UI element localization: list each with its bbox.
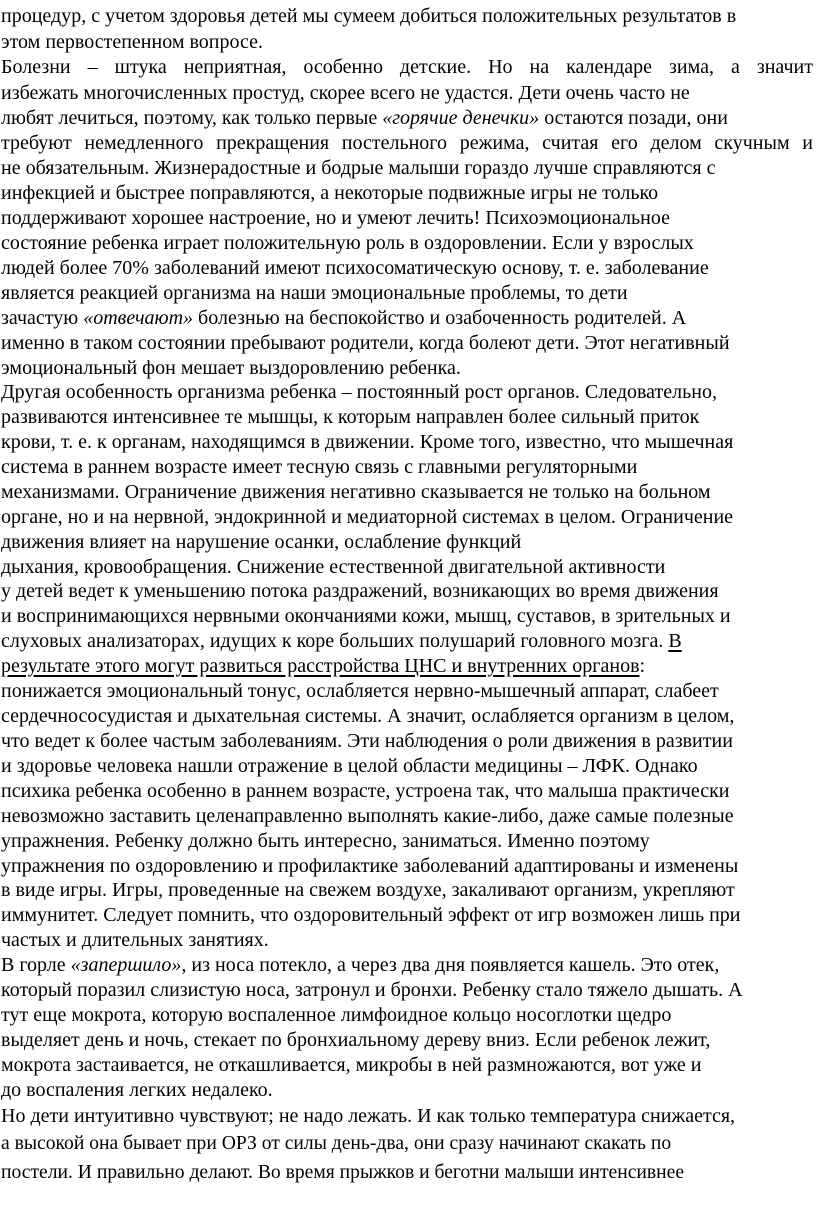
text-run: что ведет к более частым заболеваниям. Эти наблюдения о роли движения в развитии [1,730,733,752]
text-run: упражнения. Ребенку должно быть интересно, заниматься. Именно поэтому [1,830,650,852]
text-line [1,803,734,829]
text-line [1,1103,735,1129]
text-line [1,877,735,903]
text-line [1,653,645,679]
underlined-text: В [668,630,682,652]
text-run: органе, но и на нервной, эндокринной и медиаторной системах в целом. Ограничение [1,506,734,528]
text-run: и воспринимающихся нервными окончаниями кожи, мышц, суставов, в зрительных и [1,605,731,627]
text-run: понижается эмоциональный тонус, ослабляется нервно-мышечный аппарат, слабеет [1,680,719,702]
text-run: упражнения по оздоровлению и профилактике заболеваний адаптированы и изменены [1,855,739,877]
text-run: иммунитет. Следует помнить, что оздоровительный эффект от игр возможен лишь при [1,904,741,926]
text-line [1,1027,710,1053]
text-run: именно в таком состоянии пребывают родители, когда болеют дети. Этот негативный [1,332,730,354]
text-line [1,678,719,704]
text-line [1,230,694,256]
text-run: который поразил слизистую носа, затронул и бронхи. Ребенку стало тяжело дышать. А [1,979,743,1001]
text-run: механизмами. Ограничение движения негативно сказывается не только на больном [1,481,711,503]
text-line [1,330,730,356]
text-run: инфекцией и быстрее поправляются, а некоторые подвижные игры не только [1,182,659,204]
text-run: крови, т. е. к органам, находящимся в движении. Кроме того, известно, что мышечная [1,431,734,453]
text-run: , из носа потекло, а через два дня появляется кашель. Это отек, [181,954,720,976]
text-line [1,130,813,156]
text-run: частых и длительных занятиях. [1,929,269,951]
text-line [1,578,719,604]
text-line [1,853,738,879]
text-run: психика ребенка особенно в раннем возрасте, устроена так, что малыша практически [1,780,730,802]
text-run: состояние ребенка играет положительную роль в оздоровлении. Если у взрослых [1,232,694,254]
text-run: зачастую [1,307,84,329]
text-run: остаются позади, они [539,107,728,129]
text-line [1,479,711,505]
text-line [1,529,521,555]
text-run: Но дети интуитивно чувствуют; не надо лежать. И как только температура снижается, [1,1105,736,1127]
text-run: является реакцией организма на наши эмоциональные проблемы, то дети [1,282,628,304]
text-run: невозможно заставить целенаправленно выполнять какие-либо, даже самые полезные [1,805,734,827]
text-line [1,828,650,854]
text-run: Болезни – штука неприятная, особенно детские. Но на календаре зима, а значит [1,56,813,78]
text-line [1,454,637,480]
text-line [1,504,733,530]
text-run: дыхания, кровообращения. Снижение естественной двигательной активности [1,556,666,578]
text-line [1,280,628,306]
text-run: Другая особенность организма ребенка – постоянный рост органов. Следовательно, [1,381,717,403]
text-run: требуют немедленного прекращения постельного режима, считая его делом скучным и [1,132,813,154]
italic-quote: «запершило» [70,954,182,976]
text-line [1,628,682,654]
text-line [1,1002,671,1028]
text-run: развиваются интенсивнее те мышцы, к которым направлен более сильный приток [1,406,700,428]
text-run: в виде игры. Игры, проведенные на свежем воздухе, закаливают организм, укрепляют [1,879,735,901]
text-line [1,3,736,29]
text-run: этом первостепенном вопросе. [1,31,263,53]
text-run: В горле [1,954,71,976]
text-line [1,54,813,80]
text-line [1,180,658,206]
text-line [1,355,461,381]
text-line [1,429,733,455]
text-line [1,404,699,430]
text-line [1,1052,701,1078]
text-line [1,105,728,131]
text-line [1,703,734,729]
text-line [1,1161,684,1185]
text-run: : [639,655,646,677]
text-line [1,1132,671,1156]
italic-quote: «горячие денечки» [382,107,540,129]
text-run: система в раннем возрасте имеет тесную связь с главными регуляторными [1,456,638,478]
text-run: людей более 70% заболеваний имеют психосоматическую основу, т. е. заболевание [1,257,709,279]
text-line [1,255,709,281]
text-run: движения влияет на нарушение осанки, ослабление функций [1,531,522,553]
text-line [1,977,743,1003]
text-line [1,554,665,580]
text-line [1,952,719,978]
text-line [1,728,733,754]
text-line [1,902,741,928]
text-run: процедур, с учетом здоровья детей мы сумеем добиться положительных результатов в [1,5,737,27]
text-line [1,155,715,181]
text-line [1,205,670,231]
underlined-text: результате этого могут развиться расстройства ЦНС и внутренних органов [1,655,640,677]
text-run: болезнью на беспокойство и озабоченность родителей. А [193,307,687,329]
text-line [1,927,269,953]
text-run: не обязательным. Жизнерадостные и бодрые малыши гораздо лучше справляются с [1,157,716,179]
text-line [1,305,686,331]
text-run: мокрота застаивается, не откашливается, микробы в ней размножаются, вот уже и [1,1054,702,1076]
text-run: до воспаления легких недалеко. [1,1079,273,1101]
text-run: любят лечиться, поэтому, как только первые [1,107,383,129]
text-line [1,1077,273,1103]
text-run: слуховых анализаторах, идущих к коре больших полушарий головного мозга. [1,630,669,652]
text-line [1,778,730,804]
text-line [1,603,731,629]
text-run: и здоровье человека нашли отражение в целой области медицины – ЛФК. Однако [1,755,698,777]
text-run: постели. И правильно делают. Во время прыжков и беготни малыши интенсивнее [1,1162,685,1183]
text-run: у детей ведет к уменьшению потока раздражений, возникающих во время движения [1,580,719,602]
italic-quote: «отвечают» [83,307,194,329]
text-line [1,753,698,779]
text-line [1,80,690,106]
text-run: поддерживают хорошее настроение, но и умеют лечить! Психоэмоциональное [1,207,670,229]
text-run: сердечнососудистая и дыхательная системы. А значит, ослабляется организм в целом, [1,705,735,727]
text-run: выделяет день и ночь, стекает по бронхиальному дереву вниз. Если ребенок лежит, [1,1029,711,1051]
text-run: эмоциональный фон мешает выздоровлению ребенка. [1,357,461,379]
text-line [1,379,717,405]
text-run: а высокой она бывает при ОРЗ от силы день-два, они сразу начинают скакать по [1,1133,672,1154]
text-run: тут еще мокрота, которую воспаленное лимфоидное кольцо носоглотки щедро [1,1004,672,1026]
text-run: избежать многочисленных простуд, скорее всего не удастся. Дети очень часто не [1,82,690,104]
text-line [1,29,263,55]
